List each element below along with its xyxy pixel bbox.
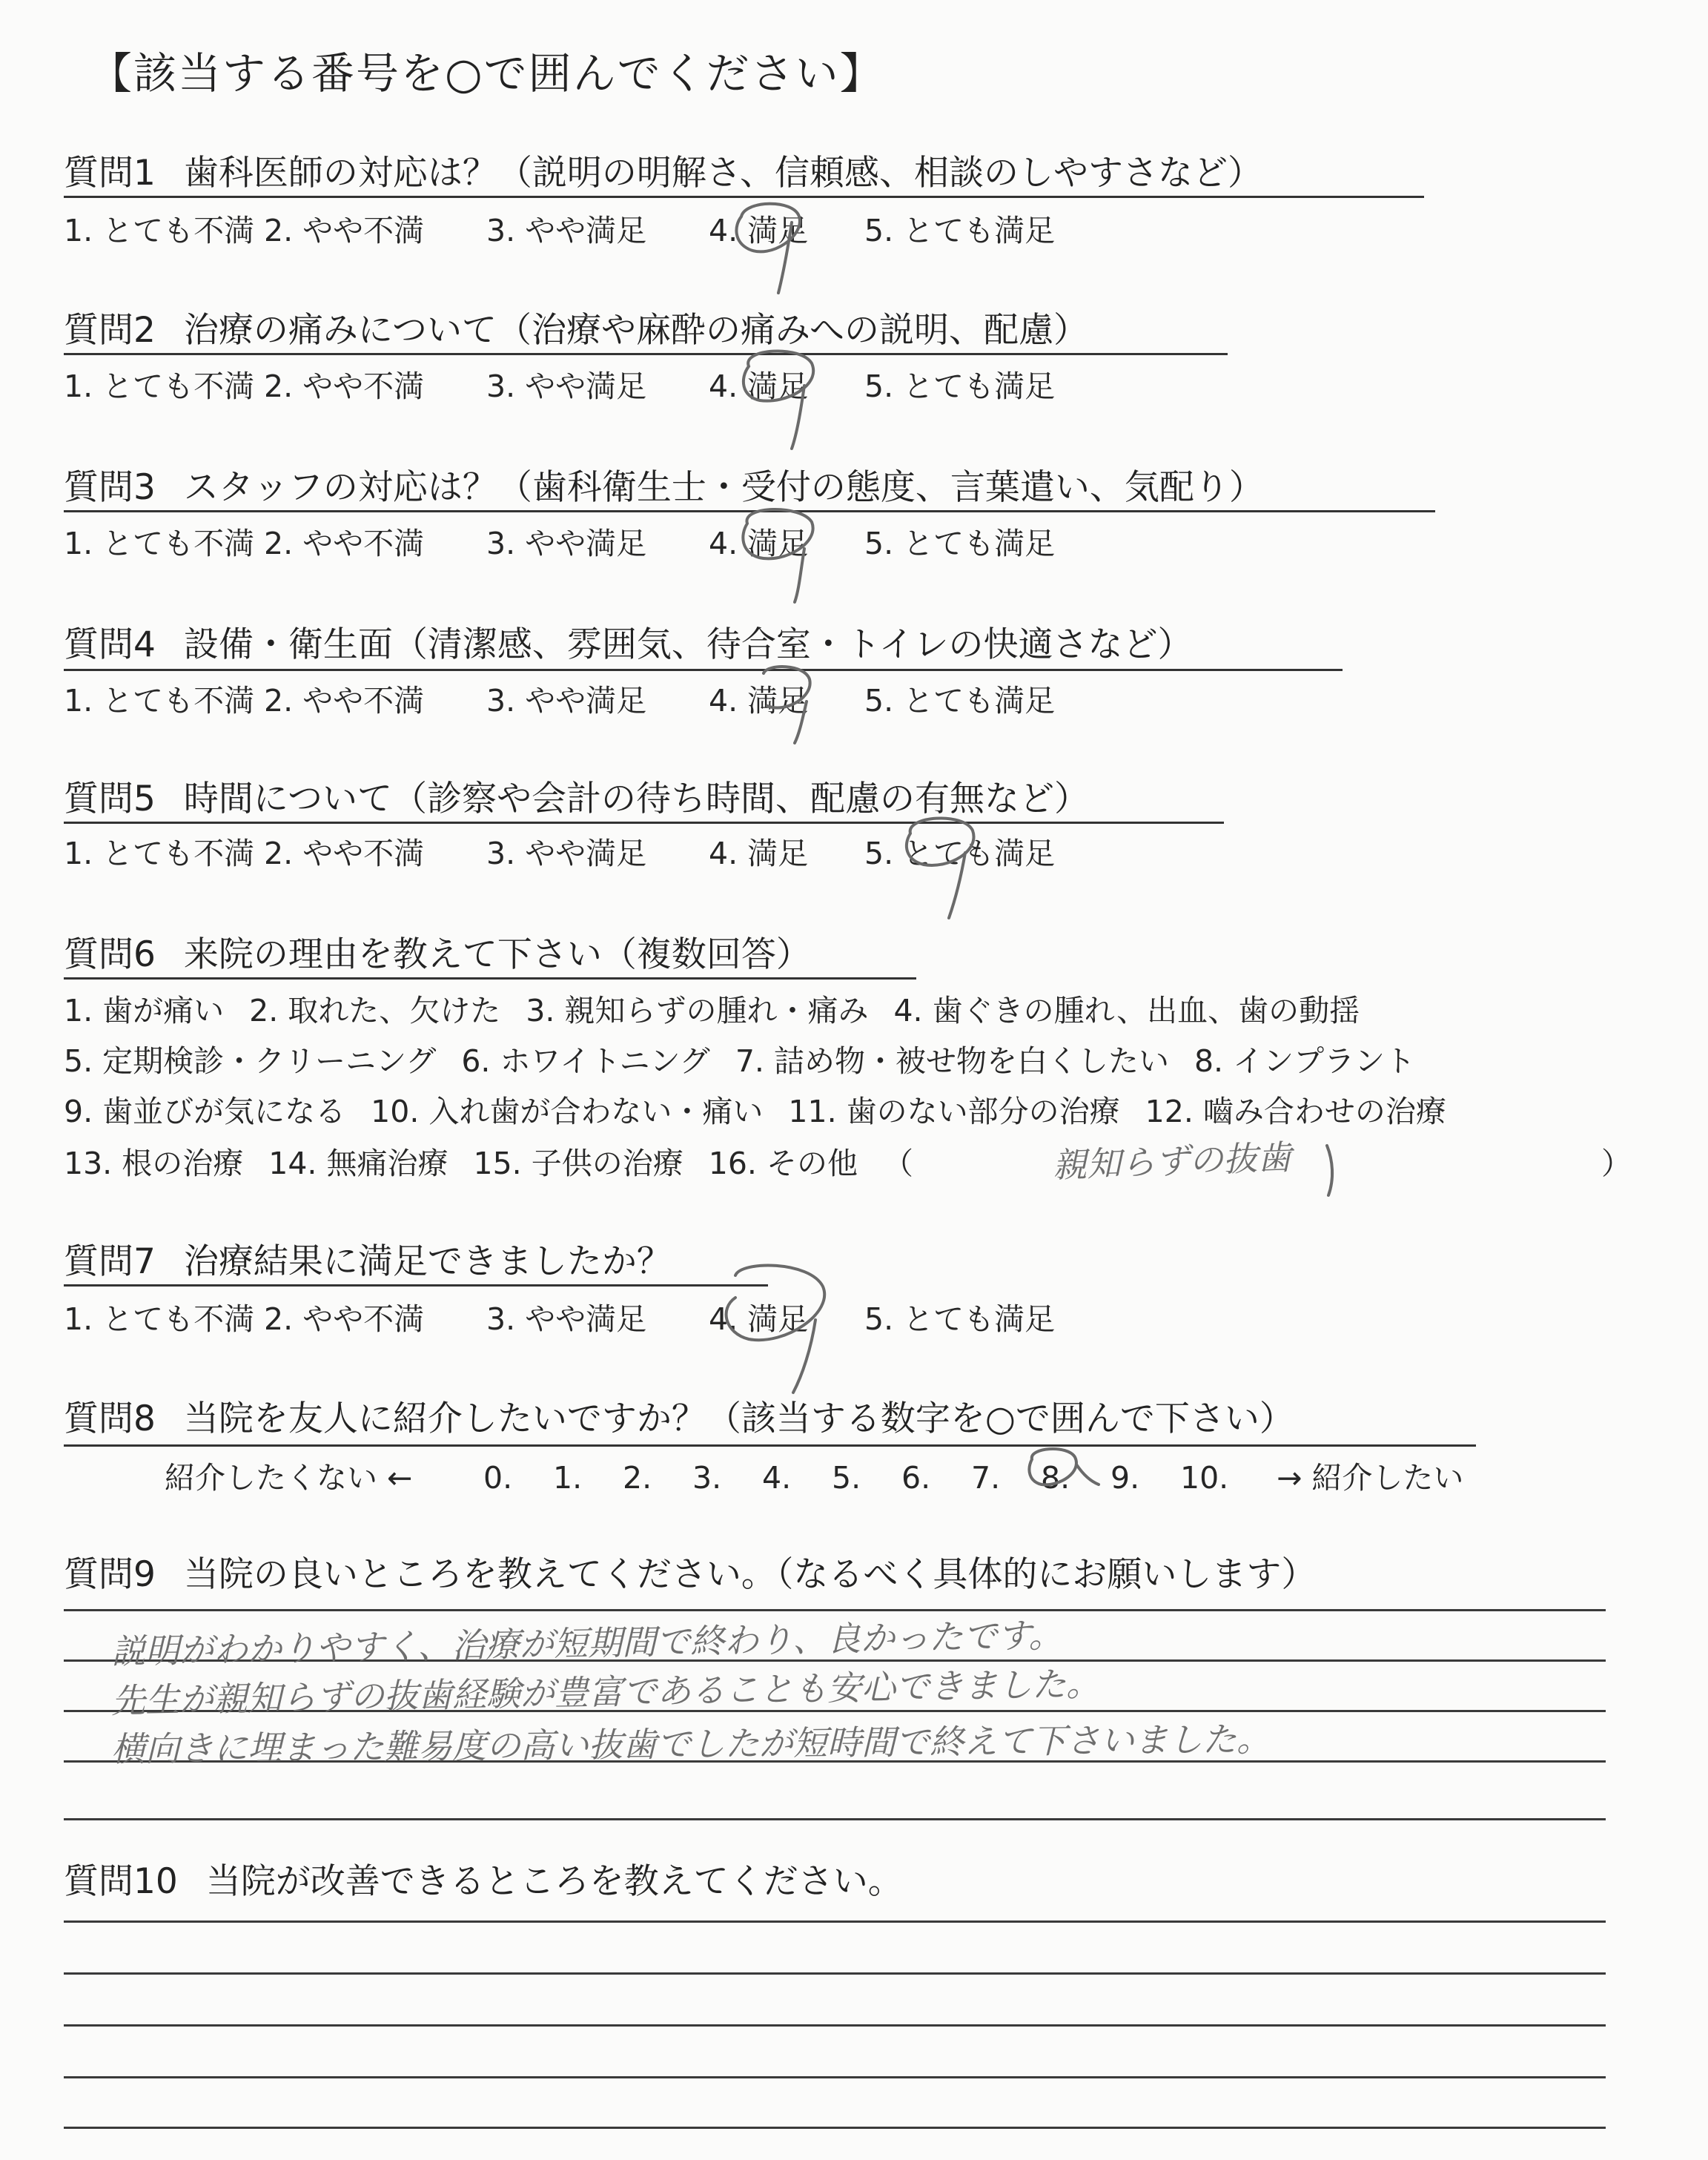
q1-option-5[interactable]: 5. とても満足 (864, 213, 1056, 248)
q6-reason-5[interactable]: 5. 定期検診・クリーニング (64, 1043, 437, 1079)
q6-reason-13[interactable]: 13. 根の治療 (64, 1146, 244, 1181)
q6-reason-16[interactable]: 16. その他 (708, 1146, 858, 1181)
q6-reason-2[interactable]: 2. 取れた、欠けた (249, 993, 501, 1028)
q7-option-5[interactable]: 5. とても満足 (864, 1301, 1056, 1337)
question-6-number: 質問6 (64, 934, 156, 975)
q8-score-5[interactable]: 5. (832, 1460, 861, 1496)
q3-option-2[interactable]: 2. やや不満 (264, 526, 425, 561)
q1-option-2[interactable]: 2. やや不満 (264, 213, 425, 248)
q8-answer-circle-mark (1029, 1449, 1099, 1484)
q8-right-label: → 紹介したい (1277, 1460, 1464, 1496)
q1-option-3[interactable]: 3. やや満足 (486, 213, 647, 248)
q2-answer-circle-mark (744, 351, 813, 449)
question-7-text: 治療結果に満足できましたか？ (183, 1241, 672, 1282)
q5-answer-circle-mark (907, 818, 974, 918)
q8-score-1[interactable]: 1. (553, 1460, 583, 1496)
question-10-text: 当院が改善できるところを教えてください。 (205, 1861, 903, 1902)
q7-option-2[interactable]: 2. やや不満 (264, 1301, 425, 1337)
question-8-text: 当院を友人に紹介したいですか？（該当する数字を○で囲んで下さい） (183, 1398, 1294, 1439)
q5-option-4[interactable]: 4. 満足 (709, 836, 809, 871)
q1-option-4[interactable]: 4. 満足 (709, 213, 809, 248)
question-5-number: 質問5 (64, 779, 156, 819)
question-3-text: スタッフの対応は？（歯科衛生士・受付の態度、言葉遣い、気配り） (183, 467, 1264, 508)
q5-option-3[interactable]: 3. やや満足 (486, 836, 647, 871)
question-9-number: 質問9 (64, 1554, 156, 1595)
question-10-number: 質問10 (64, 1861, 178, 1902)
q6-reason-6[interactable]: 6. ホワイトニング (461, 1043, 710, 1079)
q1-answer-circle-mark (736, 204, 799, 293)
question-6-text: 来院の理由を教えて下さい（複数回答） (183, 934, 811, 975)
q5-option-5[interactable]: 5. とても満足 (864, 836, 1056, 871)
q8-score-9[interactable]: 9. (1110, 1460, 1140, 1496)
question-5-text: 時間について（診察や会計の待ち時間、配慮の有無など） (183, 779, 1089, 819)
q2-option-5[interactable]: 5. とても満足 (864, 369, 1056, 404)
q8-score-0[interactable]: 0. (483, 1460, 513, 1496)
question-4-text: 設備・衛生面（清潔感、雰囲気、待合室・トイレの快適さなど） (183, 624, 1193, 665)
q8-left-label: 紹介したくない ← (165, 1460, 413, 1496)
q8-score-10[interactable]: 10. (1180, 1460, 1229, 1496)
q6-reason-7[interactable]: 7. 詰め物・被せ物を白くしたい (735, 1043, 1169, 1079)
question-7-number: 質問7 (64, 1241, 156, 1282)
q6-other-open-paren: （ (883, 1146, 913, 1181)
q3-answer-circle-mark (743, 509, 812, 602)
q1-option-1[interactable]: 1. とても不満 (64, 213, 255, 248)
q9-handwritten-line-1[interactable]: 説明がわかりやすく、治療が短期間で終わり、良かったです。 (110, 1614, 1063, 1672)
question-2-text: 治療の痛みについて（治療や麻酔の痛みへの説明、配慮） (183, 310, 1089, 351)
q6-reason-15[interactable]: 15. 子供の治療 (473, 1146, 683, 1181)
q5-option-1[interactable]: 1. とても不満 (64, 836, 255, 871)
q4-option-1[interactable]: 1. とても不満 (64, 683, 255, 719)
q8-score-6[interactable]: 6. (901, 1460, 931, 1496)
q3-option-3[interactable]: 3. やや満足 (486, 526, 647, 561)
q6-other-close-paren: ） (1601, 1146, 1632, 1181)
q4-answer-circle-mark (764, 667, 810, 743)
q6-reason-12[interactable]: 12. 嚙み合わせの治療 (1145, 1094, 1446, 1129)
page-title: 【該当する番号を○で囲んでください】 (89, 48, 884, 99)
q5-option-2[interactable]: 2. やや不満 (264, 836, 425, 871)
q7-option-1[interactable]: 1. とても不満 (64, 1301, 255, 1337)
q6-reason-10[interactable]: 10. 入れ歯が合わない・痛い (371, 1094, 764, 1129)
question-9-text: 当院の良いところを教えてください。（なるべく具体的にお願いします） (183, 1554, 1317, 1595)
q7-option-3[interactable]: 3. やや満足 (486, 1301, 647, 1337)
q2-option-1[interactable]: 1. とても不満 (64, 369, 255, 404)
q3-option-1[interactable]: 1. とても不満 (64, 526, 255, 561)
q6-reason-1[interactable]: 1. 歯が痛い (64, 993, 225, 1028)
q8-score-3[interactable]: 3. (692, 1460, 722, 1496)
q7-answer-circle-mark (726, 1265, 825, 1393)
q6-other-close-mark (1327, 1146, 1332, 1195)
q6-reason-3[interactable]: 3. 親知らずの腫れ・痛み (526, 993, 869, 1028)
q6-other-handwritten[interactable]: 親知らずの抜歯 (1052, 1137, 1292, 1186)
q9-handwritten-line-2[interactable]: 先生が親知らずの抜歯経験が豊富であることも安心できました。 (110, 1663, 1101, 1721)
q4-option-4[interactable]: 4. 満足 (709, 683, 809, 719)
q3-option-5[interactable]: 5. とても満足 (864, 526, 1056, 561)
q2-option-3[interactable]: 3. やや満足 (486, 369, 647, 404)
q3-option-4[interactable]: 4. 満足 (709, 526, 809, 561)
question-2-number: 質問2 (64, 310, 156, 351)
question-3-number: 質問3 (64, 467, 156, 508)
q4-option-5[interactable]: 5. とても満足 (864, 683, 1056, 719)
q8-score-7[interactable]: 7. (971, 1460, 1001, 1496)
q2-option-4[interactable]: 4. 満足 (709, 369, 809, 404)
q6-reason-14[interactable]: 14. 無痛治療 (268, 1146, 448, 1181)
q4-option-2[interactable]: 2. やや不満 (264, 683, 425, 719)
q9-handwritten-line-3[interactable]: 横向きに埋まった難易度の高い抜歯でしたが短時間で終えて下さいました。 (110, 1719, 1271, 1769)
q2-option-2[interactable]: 2. やや不満 (264, 369, 425, 404)
q7-option-4[interactable]: 4. 満足 (709, 1301, 809, 1337)
q8-score-8[interactable]: 8. (1041, 1460, 1070, 1496)
question-1-number: 質問1 (64, 153, 156, 194)
q8-score-2[interactable]: 2. (623, 1460, 652, 1496)
question-8-number: 質問8 (64, 1398, 156, 1439)
q8-score-4[interactable]: 4. (762, 1460, 792, 1496)
question-4-number: 質問4 (64, 624, 156, 665)
question-1-text: 歯科医師の対応は？（説明の明解さ、信頼感、相談のしやすさなど） (183, 153, 1263, 194)
q6-reason-11[interactable]: 11. 歯のない部分の治療 (788, 1094, 1120, 1129)
q6-reason-9[interactable]: 9. 歯並びが気になる (64, 1094, 346, 1129)
q6-reason-4[interactable]: 4. 歯ぐきの腫れ、出血、歯の動揺 (893, 993, 1360, 1028)
q6-reason-8[interactable]: 8. インプラント (1194, 1043, 1416, 1079)
q4-option-3[interactable]: 3. やや満足 (486, 683, 647, 719)
